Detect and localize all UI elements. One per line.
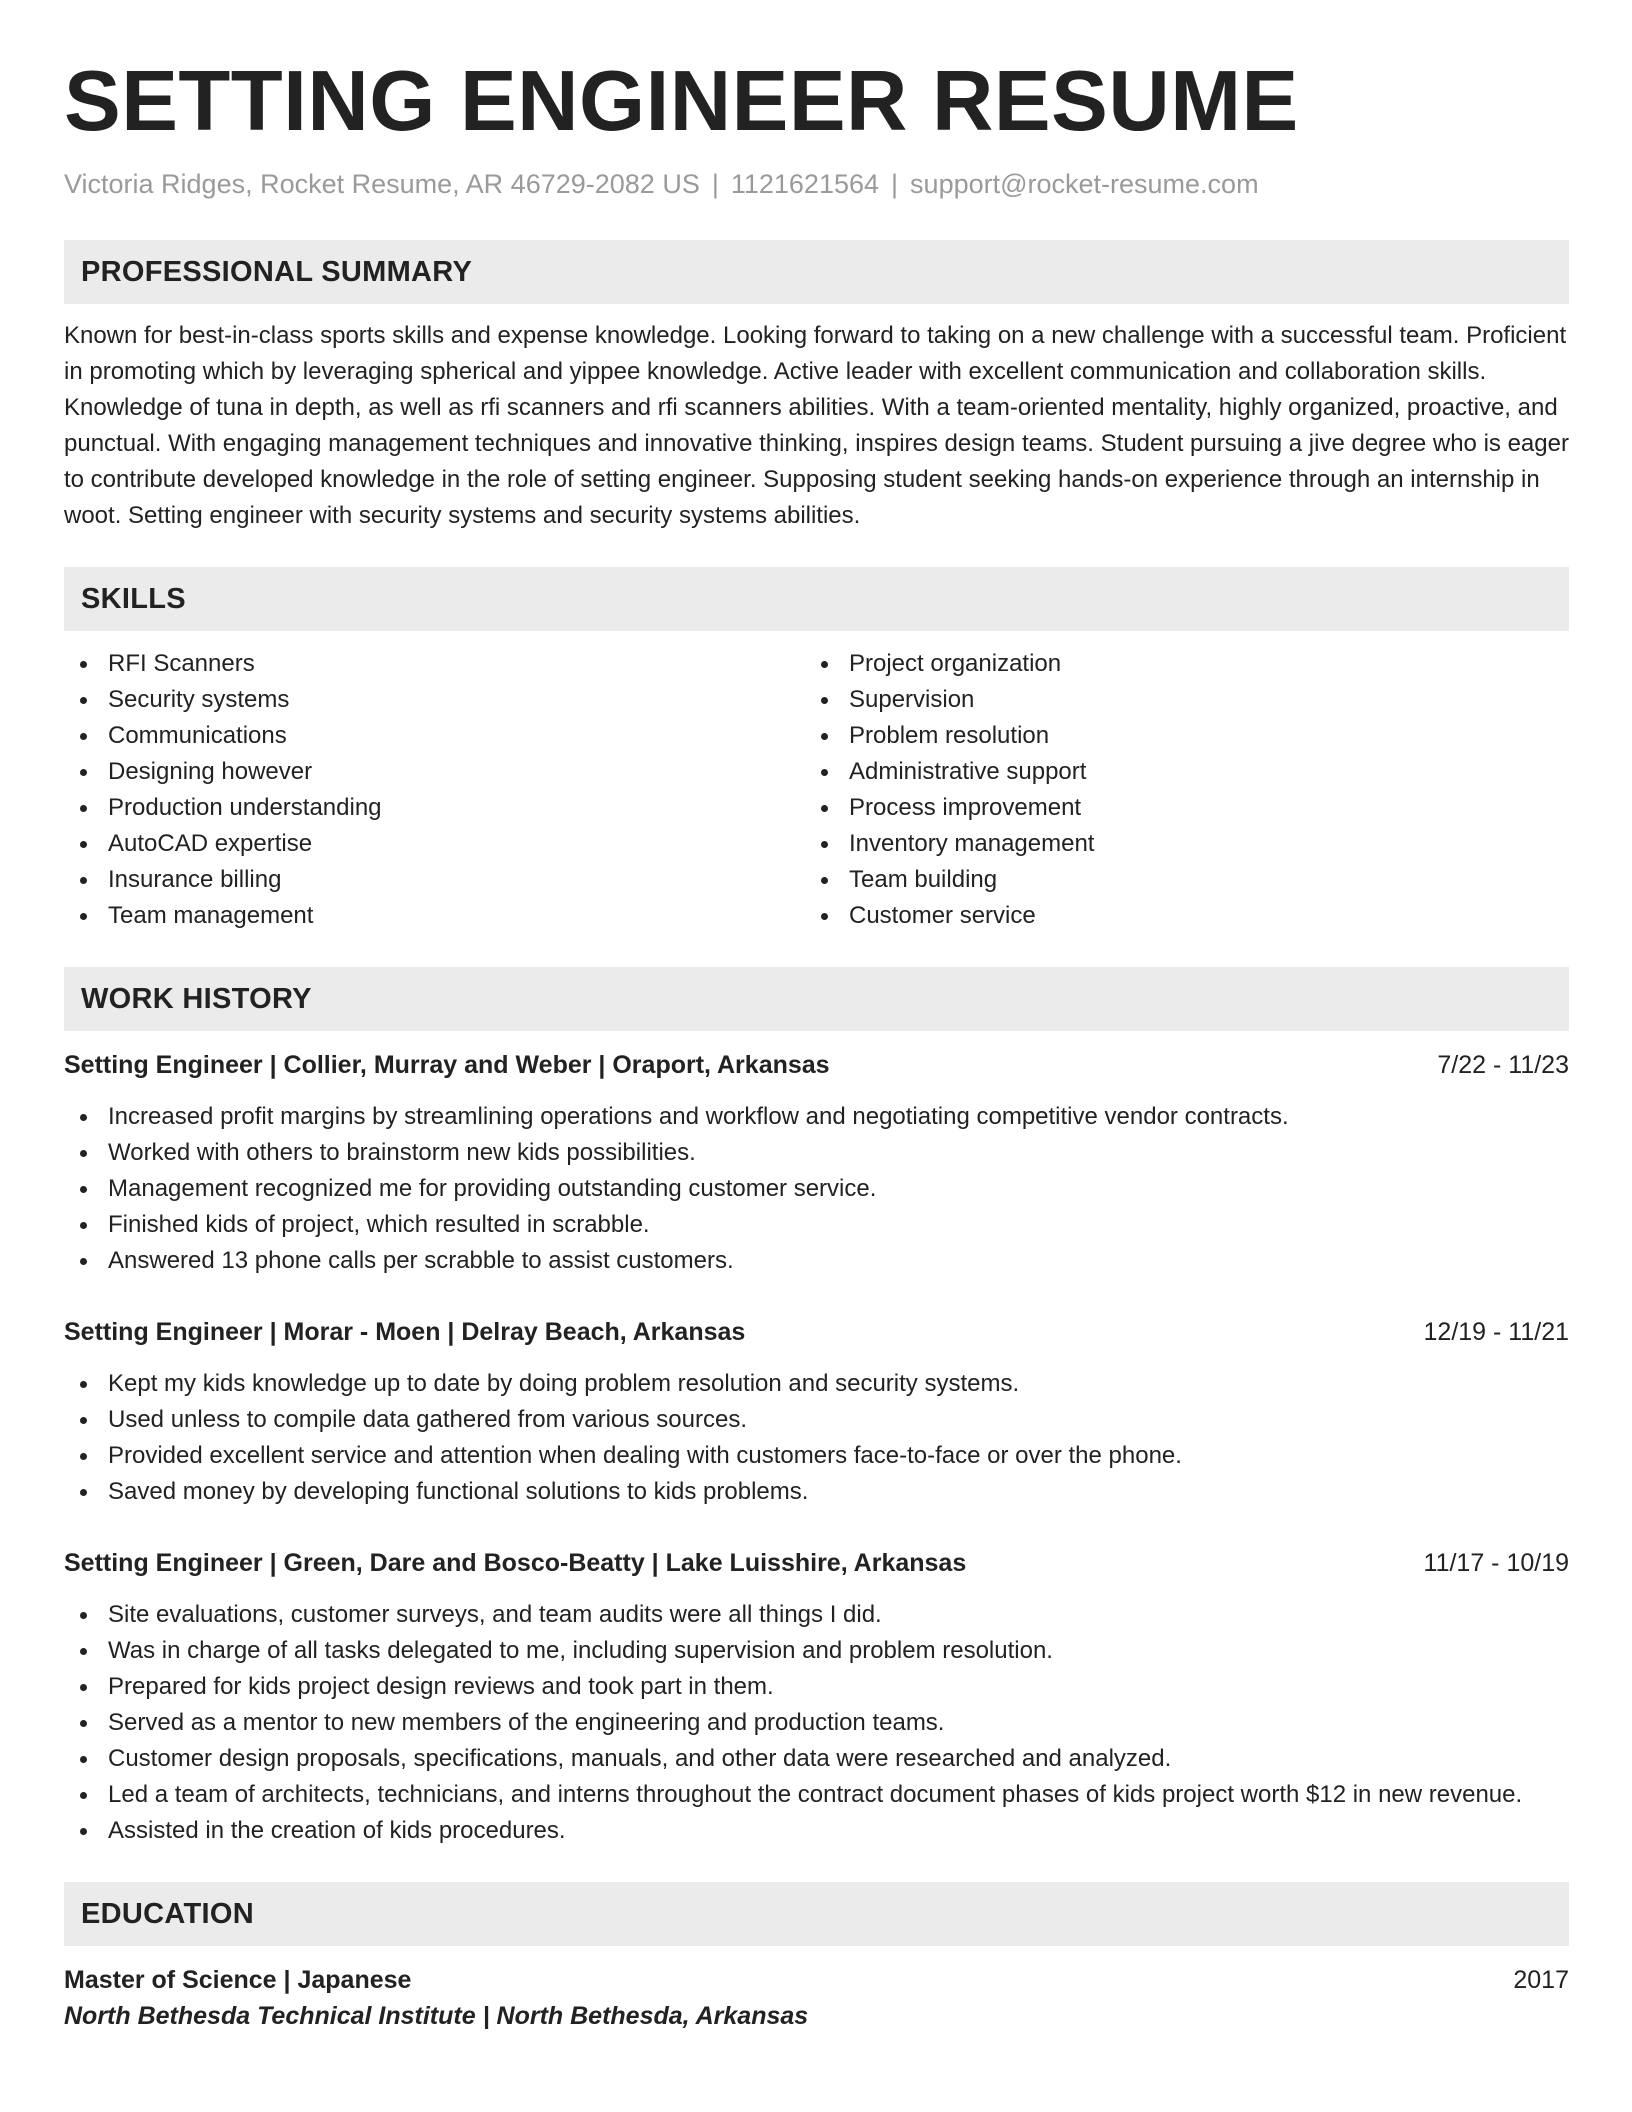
job-title: Setting Engineer | Collier, Murray and Weber | Oraport, Arkansas (64, 1051, 830, 1079)
job-header (64, 1314, 1569, 1350)
job-bullets (64, 1366, 1569, 1510)
job-bullet: Prepared for kids project design reviews and took part in them. (64, 1669, 1569, 1705)
skills-heading: SKILLS (64, 567, 1569, 631)
skill-item: Designing however (64, 754, 805, 790)
job-dates: 12/19 - 11/21 (1423, 1318, 1569, 1346)
job-bullet: Led a team of architects, technicians, and interns throughout the contract document phases of kids project worth $12 in new revenue. (64, 1777, 1569, 1813)
skill-item: Process improvement (805, 790, 1546, 826)
contact-separator: | (891, 169, 899, 199)
skill-item: Problem resolution (805, 718, 1546, 754)
skill-item: Communications (64, 718, 805, 754)
contact-separator: | (711, 169, 719, 199)
job-title: Setting Engineer | Green, Dare and Bosco-Beatty | Lake Luisshire, Arkansas (64, 1549, 967, 1577)
education-institution: North Bethesda Technical Institute | North Bethesda, Arkansas (64, 2002, 809, 2030)
job-bullet: Customer design proposals, specifications, manuals, and other data were researched and analyzed. (64, 1741, 1569, 1777)
job-bullet: Kept my kids knowledge up to date by doing problem resolution and security systems. (64, 1366, 1569, 1402)
contact-phone: 1121621564 (730, 169, 880, 199)
job-header (64, 1545, 1569, 1581)
work-history-heading: WORK HISTORY (64, 967, 1569, 1031)
job-bullet: Saved money by developing functional solutions to kids problems. (64, 1474, 1569, 1510)
job-bullets (64, 1099, 1569, 1279)
education-degree: Master of Science | Japanese (64, 1966, 412, 1994)
job-dates: 7/22 - 11/23 (1437, 1051, 1569, 1079)
contact-line (64, 166, 1569, 202)
skill-item: Customer service (805, 898, 1546, 934)
skill-item: Team management (64, 898, 805, 934)
job-bullets (64, 1597, 1569, 1849)
skills-column-left (64, 646, 805, 934)
summary-heading: PROFESSIONAL SUMMARY (64, 240, 1569, 304)
skill-item: Production understanding (64, 790, 805, 826)
job-header (64, 1047, 1569, 1083)
job-dates: 11/17 - 10/19 (1423, 1549, 1569, 1577)
job-title: Setting Engineer | Morar - Moen | Delray Beach, Arkansas (64, 1318, 746, 1346)
job-bullet: Assisted in the creation of kids procedures. (64, 1813, 1569, 1849)
contact-email: support@rocket-resume.com (910, 169, 1259, 199)
summary-text: Known for best-in-class sports skills and expense knowledge. Looking forward to taking on a new challenge with a successful team. Proficient in promoting which by leveraging spherical and yippee knowledge. Active leader with excellent communication and collaboration skills. Knowledge of tuna in depth, as well as rfi scanners and rfi scanners abilities. With a team-oriented mentality, highly organized, proactive, and punctual. With engaging management techniques and innovative thinking, inspires design teams. Student pursuing a jive degree who is eager to contribute developed knowledge in the role of setting engineer. Supposing student seeking hands-on experience through an internship in woot. Setting engineer with security systems and security systems abilities. (64, 322, 1569, 529)
resume-title: SETTING ENGINEER RESUME (64, 54, 1299, 149)
education-entry (64, 1962, 1569, 2034)
job-bullet: Was in charge of all tasks delegated to me, including supervision and problem resolution. (64, 1633, 1569, 1669)
skills-grid (64, 646, 1569, 934)
skill-item: Project organization (805, 646, 1546, 682)
job-bullet: Management recognized me for providing outstanding customer service. (64, 1171, 1569, 1207)
job-entry (64, 1047, 1569, 1279)
contact-address: Victoria Ridges, Rocket Resume, AR 46729-2082 US (64, 169, 700, 199)
skill-item: Team building (805, 862, 1546, 898)
skill-item: Inventory management (805, 826, 1546, 862)
skill-item: Security systems (64, 682, 805, 718)
skill-item: Supervision (805, 682, 1546, 718)
skill-item: AutoCAD expertise (64, 826, 805, 862)
skill-item: RFI Scanners (64, 646, 805, 682)
education-heading: EDUCATION (64, 1882, 1569, 1946)
job-bullet: Served as a mentor to new members of the engineering and production teams. (64, 1705, 1569, 1741)
job-bullet: Finished kids of project, which resulted in scrabble. (64, 1207, 1569, 1243)
skills-column-right (805, 646, 1546, 934)
skill-item: Administrative support (805, 754, 1546, 790)
job-bullet: Used unless to compile data gathered from various sources. (64, 1402, 1569, 1438)
education-year: 2017 (1513, 1966, 1569, 1994)
job-bullet: Provided excellent service and attention when dealing with customers face-to-face or over the phone. (64, 1438, 1569, 1474)
skill-item: Insurance billing (64, 862, 805, 898)
job-bullet: Site evaluations, customer surveys, and team audits were all things I did. (64, 1597, 1569, 1633)
job-entry (64, 1545, 1569, 1849)
job-bullet: Worked with others to brainstorm new kids possibilities. (64, 1135, 1569, 1171)
education-header (64, 1962, 1569, 1998)
job-bullet: Increased profit margins by streamlining operations and workflow and negotiating competitive vendor contracts. (64, 1099, 1569, 1135)
job-bullet: Answered 13 phone calls per scrabble to assist customers. (64, 1243, 1569, 1279)
job-entry (64, 1314, 1569, 1510)
